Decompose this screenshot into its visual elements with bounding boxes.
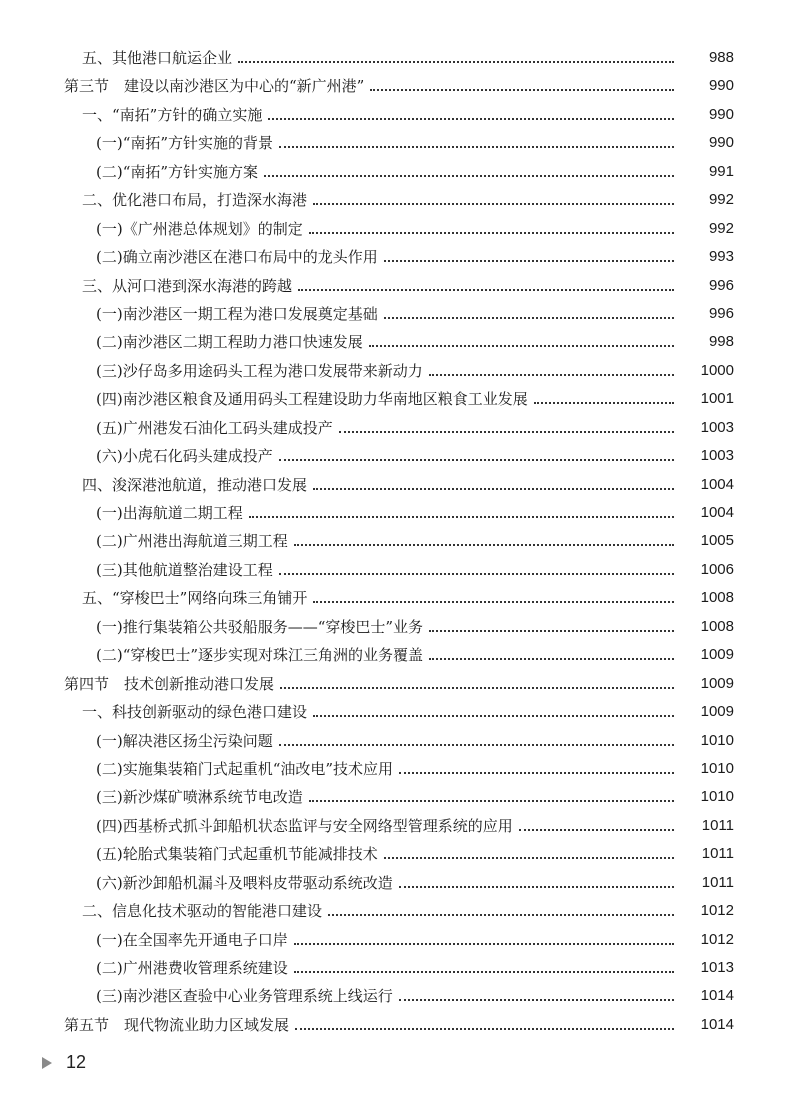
- dot-leader: [384, 300, 674, 328]
- dot-leader: [369, 328, 674, 356]
- dot-leader: [279, 556, 674, 584]
- toc-entry-page: 990: [708, 105, 734, 123]
- dot-leader: [384, 243, 674, 271]
- toc-entry[interactable]: [0, 243, 790, 271]
- toc-entry-page: 993: [708, 248, 734, 266]
- toc-entry-page: 1005: [700, 532, 734, 550]
- toc-entry-page: 1011: [701, 816, 734, 834]
- toc-entry-page: 1009: [700, 646, 734, 664]
- toc-entry-title: (一)解决港区扬尘污染问题: [96, 731, 273, 750]
- toc-entry[interactable]: [0, 812, 790, 840]
- toc-entry[interactable]: [0, 897, 790, 925]
- toc-entry-page: 1011: [701, 845, 734, 863]
- toc-entry-page: 1014: [700, 1015, 734, 1033]
- dot-leader: [339, 414, 674, 442]
- toc-entry-page: 1011: [701, 873, 734, 891]
- toc-entry[interactable]: [0, 186, 790, 214]
- toc-entry-title: 五、“穿梭巴士”网络向珠三角铺开: [82, 589, 308, 608]
- toc-entry[interactable]: [0, 613, 790, 641]
- toc-entry-page: 1001: [700, 390, 734, 408]
- dot-leader: [298, 272, 674, 300]
- toc-entry[interactable]: [0, 385, 790, 413]
- toc-entry-title: 第四节 技术创新推动港口发展: [64, 674, 275, 693]
- dot-leader: [279, 727, 674, 755]
- toc-entry[interactable]: [0, 129, 790, 157]
- toc-entry-title: (一)《广州港总体规划》的制定: [96, 219, 303, 238]
- toc-entry-title: (一)出海航道二期工程: [96, 504, 243, 522]
- page-footer: [42, 1052, 86, 1073]
- toc-entry-page: 1010: [700, 788, 734, 806]
- toc-entry[interactable]: [0, 954, 790, 982]
- toc-entry[interactable]: [0, 926, 790, 954]
- toc-entry-title: (二)广州港出海航道三期工程: [96, 532, 288, 551]
- triangle-right-icon: [42, 1057, 52, 1069]
- toc-entry-page: 1012: [700, 902, 734, 920]
- dot-leader: [309, 783, 674, 811]
- toc-entry[interactable]: [0, 72, 790, 100]
- toc-entry-title: 第三节 建设以南沙港区为中心的“新广州港”: [64, 77, 365, 96]
- toc-entry[interactable]: [0, 727, 790, 755]
- dot-leader: [294, 926, 674, 954]
- toc-entry-page: 1010: [700, 731, 734, 749]
- toc-entry[interactable]: [0, 328, 790, 356]
- toc-entry-title: (二)南沙港区二期工程助力港口快速发展: [96, 333, 363, 352]
- dot-leader: [268, 101, 674, 129]
- dot-leader: [519, 812, 674, 840]
- toc-entry-page: 1004: [700, 475, 734, 493]
- dot-leader: [384, 840, 674, 868]
- toc-entry-title: (三)其他航道整治建设工程: [96, 560, 273, 579]
- dot-leader: [429, 613, 674, 641]
- toc-entry-title: (二)广州港费收管理系统建设: [96, 959, 288, 977]
- dot-leader: [399, 982, 674, 1010]
- toc-entry-title: (二)“南拓”方针实施方案: [96, 162, 259, 181]
- toc-entry[interactable]: [0, 783, 790, 811]
- dot-leader: [328, 897, 674, 925]
- toc-entry-title: (一)推行集装箱公共驳船服务——“穿梭巴士”业务: [96, 617, 424, 636]
- toc-entry-title: (二)“穿梭巴士”逐步实现对珠江三角洲的业务覆盖: [96, 646, 424, 665]
- toc-entry-page: 990: [708, 134, 734, 152]
- toc-entry[interactable]: [0, 357, 790, 385]
- dot-leader: [279, 442, 674, 470]
- toc-entry[interactable]: [0, 755, 790, 783]
- toc-entry-title: (六)小虎石化码头建成投产: [96, 447, 273, 466]
- toc-entry-page: 1000: [700, 361, 734, 379]
- toc-entry-title: (二)确立南沙港区在港口布局中的龙头作用: [96, 248, 378, 267]
- toc-entry-title: (四)西基桥式抓斗卸船机状态监评与安全网络型管理系统的应用: [96, 816, 513, 835]
- toc-entry-page: 1003: [700, 418, 734, 436]
- toc-entry[interactable]: [0, 442, 790, 470]
- page-number: 12: [66, 1052, 87, 1072]
- toc-entry[interactable]: [0, 499, 790, 527]
- dot-leader: [294, 527, 674, 555]
- dot-leader: [294, 954, 674, 982]
- dot-leader: [313, 471, 674, 499]
- toc-entry-page: 1010: [700, 759, 734, 777]
- toc-entry-title: 二、信息化技术驱动的智能港口建设: [82, 902, 323, 921]
- toc-entry-title: (一)“南拓”方针实施的背景: [96, 134, 274, 153]
- dot-leader: [313, 698, 674, 726]
- toc-entry-page: 1003: [700, 447, 734, 465]
- dot-leader: [429, 357, 674, 385]
- toc-entry[interactable]: [0, 101, 790, 129]
- toc-entry[interactable]: [0, 414, 790, 442]
- dot-leader: [399, 869, 674, 897]
- toc-entry-page: 1013: [700, 959, 734, 976]
- dot-leader: [309, 215, 674, 243]
- toc-entry[interactable]: [0, 300, 790, 328]
- toc-entry[interactable]: [0, 641, 790, 669]
- dot-leader: [280, 670, 674, 698]
- toc-entry-title: 第五节 现代物流业助力区域发展: [64, 1015, 290, 1034]
- toc-entry[interactable]: [0, 584, 790, 612]
- dot-leader: [264, 158, 674, 186]
- toc-entry[interactable]: [0, 44, 790, 72]
- dot-leader: [279, 129, 674, 157]
- toc-entry[interactable]: [0, 272, 790, 300]
- table-of-contents: [0, 44, 790, 1039]
- toc-entry-title: (三)沙仔岛多用途码头工程为港口发展带来新动力: [96, 361, 423, 380]
- toc-entry-page: 996: [708, 276, 734, 294]
- toc-entry[interactable]: [0, 698, 790, 726]
- toc-entry-title: (五)广州港发石油化工码头建成投产: [96, 418, 333, 437]
- toc-entry-page: 1008: [700, 589, 734, 607]
- toc-entry-title: (一)在全国率先开通电子口岸: [96, 930, 288, 949]
- toc-entry-page: 998: [708, 333, 734, 351]
- toc-entry-title: (三)南沙港区查验中心业务管理系统上线运行: [96, 987, 393, 1006]
- toc-entry-page: 990: [708, 77, 734, 95]
- toc-entry-page: 991: [708, 162, 734, 180]
- dot-leader: [534, 385, 674, 413]
- toc-entry-page: 996: [708, 304, 734, 322]
- toc-entry-title: 一、“南拓”方针的确立实施: [82, 105, 263, 124]
- toc-entry-page: 1006: [700, 560, 734, 578]
- toc-entry-title: (一)南沙港区一期工程为港口发展奠定基础: [96, 304, 378, 323]
- toc-entry[interactable]: [0, 215, 790, 243]
- toc-entry[interactable]: [0, 527, 790, 555]
- toc-entry[interactable]: [0, 556, 790, 584]
- dot-leader: [238, 44, 674, 72]
- dot-leader: [313, 186, 674, 214]
- toc-entry[interactable]: [0, 840, 790, 868]
- toc-entry-page: 992: [708, 219, 734, 237]
- toc-entry-page: 1009: [700, 703, 734, 721]
- toc-entry-page: 1009: [700, 674, 734, 692]
- toc-entry-title: (五)轮胎式集装箱门式起重机节能减排技术: [96, 845, 378, 864]
- toc-entry-title: (三)新沙煤矿喷淋系统节电改造: [96, 788, 303, 807]
- toc-entry-title: 五、其他港口航运企业: [82, 49, 233, 67]
- toc-entry-title: 四、浚深港池航道，推动港口发展: [82, 475, 308, 494]
- toc-entry-title: (二)实施集装箱门式起重机“油改电”技术应用: [96, 759, 394, 778]
- dot-leader: [399, 755, 674, 783]
- toc-entry-page: 1014: [700, 987, 734, 1005]
- toc-entry[interactable]: [0, 1011, 790, 1039]
- dot-leader: [249, 499, 674, 527]
- dot-leader: [429, 641, 674, 669]
- toc-entry-page: 992: [708, 191, 734, 209]
- dot-leader: [295, 1011, 674, 1039]
- toc-entry-page: 1012: [700, 930, 734, 948]
- toc-entry[interactable]: [0, 670, 790, 698]
- toc-entry-title: 三、从河口港到深水海港的跨越: [82, 276, 293, 295]
- toc-entry-page: 988: [708, 49, 734, 66]
- toc-entry-title: 二、优化港口布局，打造深水海港: [82, 191, 308, 210]
- toc-entry[interactable]: [0, 869, 790, 897]
- toc-entry-title: (六)新沙卸船机漏斗及喂料皮带驱动系统改造: [96, 873, 393, 892]
- toc-entry-title: (四)南沙港区粮食及通用码头工程建设助力华南地区粮食工业发展: [96, 390, 528, 409]
- dot-leader: [313, 584, 674, 612]
- toc-entry[interactable]: [0, 158, 790, 186]
- toc-entry-page: 1008: [700, 617, 734, 635]
- toc-entry-page: 1004: [700, 504, 734, 521]
- toc-entry-title: 一、科技创新驱动的绿色港口建设: [82, 703, 308, 722]
- toc-entry[interactable]: [0, 471, 790, 499]
- dot-leader: [370, 72, 674, 100]
- toc-entry[interactable]: [0, 982, 790, 1010]
